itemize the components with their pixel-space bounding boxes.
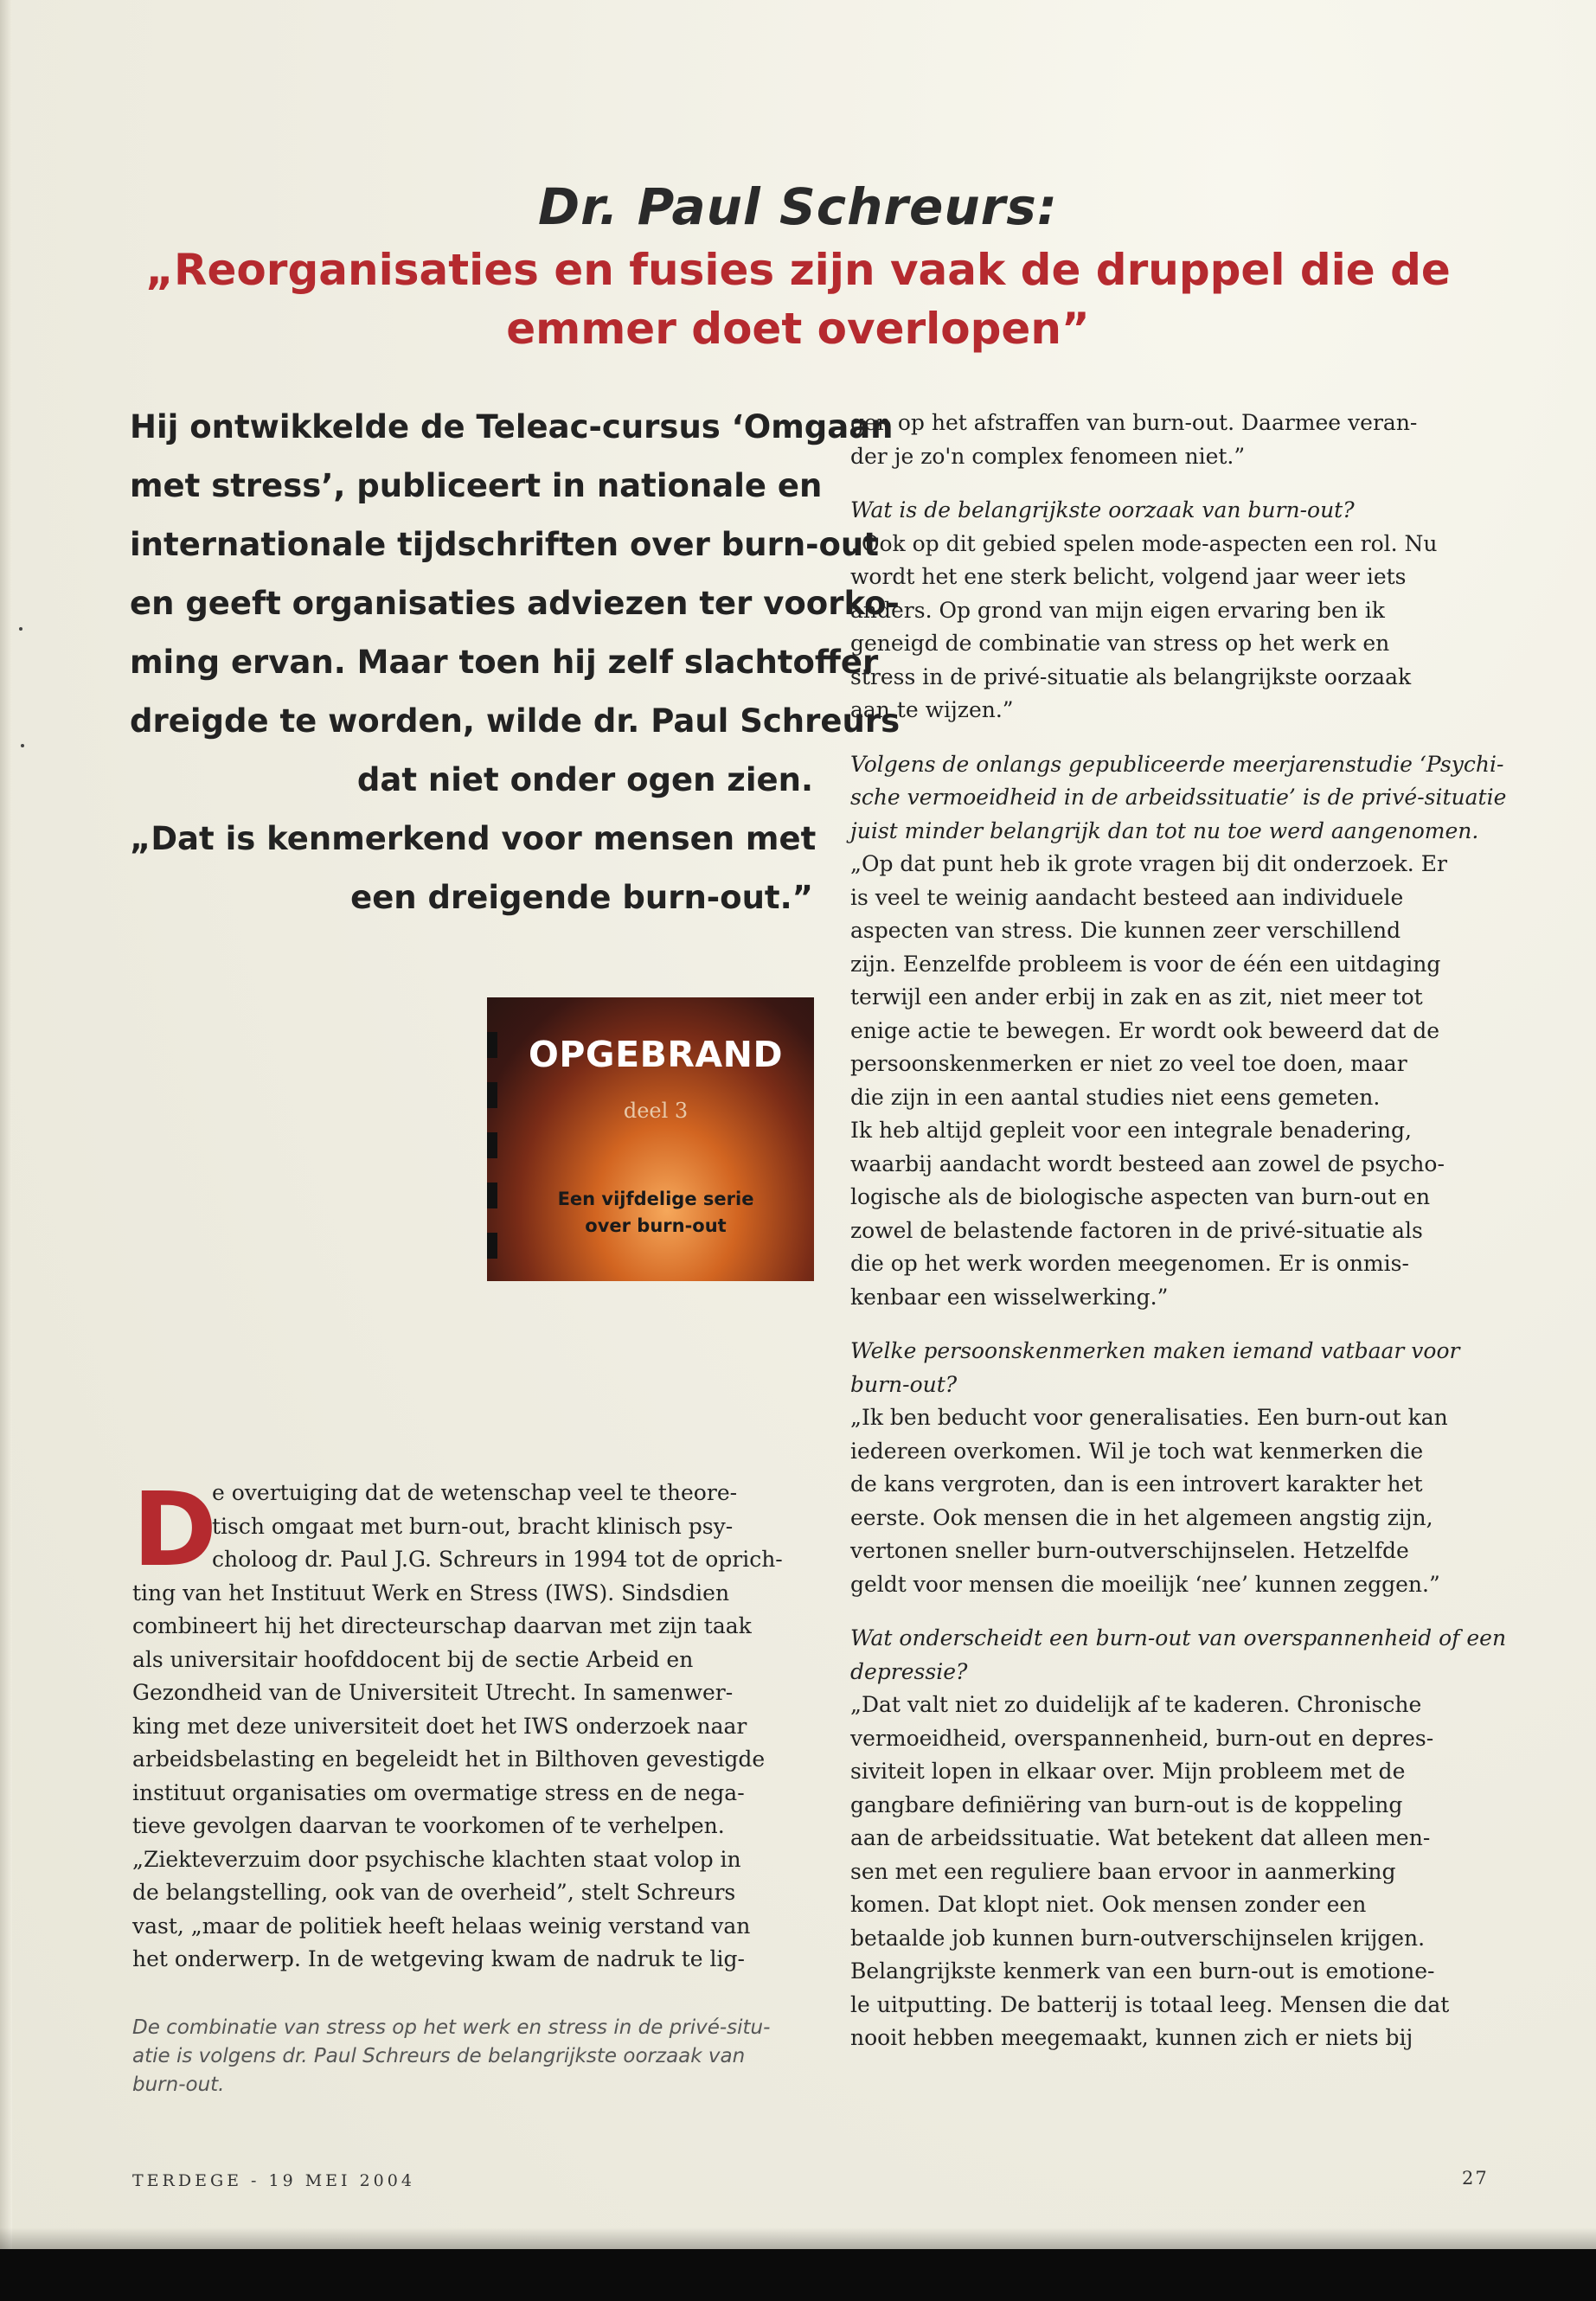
text-line: is veel te weinig aandacht besteed aan individuele — [850, 884, 1404, 910]
text-line: komen. Dat klopt niet. Ook mensen zonder een — [850, 1892, 1367, 1917]
text-line: king met deze universiteit doet het IWS onderzoek naar — [132, 1713, 747, 1739]
paragraph-gap — [850, 1601, 1495, 1622]
text-line: aan de arbeidssituatie. Wat betekent dat alleen men- — [850, 1825, 1431, 1850]
page-edge-shadow — [0, 0, 12, 2301]
text-line: sche vermoeidheid in de arbeidssituatie’ is de privé-situatie — [850, 785, 1507, 810]
intro-line: met stress’, publiceert in nationale en — [130, 467, 823, 504]
drop-cap: D — [132, 1470, 217, 1589]
article-column-left — [132, 1470, 816, 1977]
text-line: iedereen overkomen. Wil je toch wat kenmerken die — [850, 1438, 1424, 1464]
text-line: le uitputting. De batterij is totaal leeg. Mensen die dat — [850, 1991, 1450, 2017]
article-column-right — [850, 407, 1507, 2055]
text-line: Wat is de belangrijkste oorzaak van burn-out? — [850, 497, 1355, 522]
intro-lead — [130, 398, 901, 927]
text-line: combineert hij het directeurschap daarvan met zijn taak — [132, 1613, 752, 1638]
series-caption-line: Een vijfdelige serie — [557, 1189, 754, 1209]
cover-tab — [487, 1032, 497, 1058]
headline-line-1: „Reorganisaties en fusies zijn vaak de druppel die de — [145, 245, 1451, 295]
text-line: terwijl een ander erbij in zak en as zit, niet meer tot — [850, 984, 1423, 1009]
text-line: burn-out? — [850, 1371, 958, 1397]
text-line: nooit hebben meegemaakt, kunnen zich er niets bij — [850, 2025, 1413, 2050]
text-line: anders. Op grond van mijn eigen ervaring ben ik — [850, 597, 1385, 623]
text-line: vast, „maar de politiek heeft helaas weinig verstand van — [132, 1913, 751, 1939]
text-line: de kans vergroten, dan is een introvert karakter het — [850, 1471, 1423, 1497]
text-line: geneigd de combinatie van stress op het werk en — [850, 631, 1390, 656]
footer-publication: TERDEGE - 19 MEI 2004 — [132, 2171, 415, 2190]
text-line: logische als de biologische aspecten van burn-out en — [850, 1184, 1431, 1209]
text-line: instituut organisaties om overmatige stress en de nega- — [132, 1779, 745, 1805]
print-speck — [19, 627, 22, 631]
cover-tab — [487, 1132, 497, 1158]
text-line: het onderwerp. In de wetgeving kwam de nadruk te lig- — [132, 1946, 745, 1971]
text-line: vermoeidheid, overspannenheid, burn-out en depres- — [850, 1725, 1434, 1751]
caption-line: De combinatie van stress op het werk en stress in de privé-situ- — [132, 2016, 771, 2039]
series-caption-line: over burn-out — [585, 1215, 727, 1236]
text-line: geldt voor mensen die moeilijk ‘nee’ kunnen zeggen.” — [850, 1571, 1440, 1597]
series-part: deel 3 — [623, 1099, 689, 1123]
headline-line-2: emmer doet overlopen” — [506, 304, 1090, 354]
intro-line: dreigde te worden, wilde dr. Paul Schreurs — [130, 702, 901, 740]
paragraph-gap — [850, 1314, 1495, 1335]
text-line: persoonskenmerken er niet zo veel toe doen, maar — [850, 1051, 1407, 1076]
text-line: „Dat valt niet zo duidelijk af te kaderen. Chronische — [850, 1692, 1422, 1717]
text-line: sen met een reguliere baan ervoor in aanmerking — [850, 1858, 1396, 1884]
text-line: zijn. Eenzelfde probleem is voor de één een uitdaging — [850, 951, 1441, 977]
text-line: kenbaar een wisselwerking.” — [850, 1284, 1169, 1310]
cover-tab — [487, 1183, 497, 1208]
text-line: als universitair hoofddocent bij de sectie Arbeid en — [132, 1646, 694, 1672]
text-line: tisch omgaat met burn-out, bracht klinisch psy- — [212, 1513, 734, 1539]
text-line: enige actie te bewegen. Er wordt ook beweerd dat de — [850, 1017, 1440, 1043]
intro-line: en geeft organisaties adviezen ter voorko- — [130, 585, 900, 622]
text-line: tieve gevolgen daarvan te voorkomen of te verhelpen. — [132, 1813, 725, 1838]
text-line: aan te wijzen.” — [850, 697, 1014, 722]
text-line: arbeidsbelasting en begeleidt het in Bilthoven gevestigde — [132, 1747, 766, 1772]
text-line: juist minder belangrijk dan tot nu toe werd aangenomen. — [850, 817, 1479, 843]
text-line: „Op dat punt heb ik grote vragen bij dit onderzoek. Er — [850, 851, 1447, 876]
text-line: die zijn in een aantal studies niet eens gemeten. — [850, 1084, 1381, 1110]
text-line: zowel de belastende factoren in de privé-situatie als — [850, 1217, 1423, 1243]
text-line: der je zo'n complex fenomeen niet.” — [850, 443, 1246, 469]
text-line: siviteit lopen in elkaar over. Mijn probleem met de — [850, 1759, 1406, 1784]
cover-tab — [487, 1233, 497, 1259]
text-line: stress in de privé-situatie als belangrijkste oorzaak — [850, 663, 1412, 689]
text-line: „Ik ben beducht voor generalisaties. Een burn-out kan — [850, 1405, 1448, 1430]
text-line: gen op het afstraffen van burn-out. Daarmee veran- — [850, 410, 1418, 435]
text-line: die op het werk worden meegenomen. Er is onmis- — [850, 1251, 1409, 1276]
text-line: Gezondheid van de Universiteit Utrecht. In samenwer- — [132, 1680, 734, 1705]
page-fold-shadow — [0, 2227, 1596, 2249]
headline-quote — [121, 240, 1475, 358]
text-line: de belangstelling, ook van de overheid”, stelt Schreurs — [132, 1880, 736, 1905]
text-line: Volgens de onlangs gepubliceerde meerjarenstudie ‘Psychi- — [850, 751, 1504, 777]
series-title: OPGEBRAND — [529, 1034, 783, 1075]
text-line: betaalde job kunnen burn-outverschijnselen krijgen. — [850, 1925, 1426, 1951]
interviewee-name: Dr. Paul Schreurs: — [537, 177, 1058, 236]
text-line: eerste. Ook mensen die in het algemeen angstig zijn, — [850, 1504, 1433, 1530]
text-line: gangbare definiëring van burn-out is de koppeling — [850, 1791, 1403, 1817]
intro-line: een dreigende burn-out.” — [350, 879, 813, 916]
text-line: aspecten van stress. Die kunnen zeer verschillend — [850, 918, 1401, 943]
text-line: „Ook op dit gebied spelen mode-aspecten een rol. Nu — [850, 530, 1438, 556]
scan-bottom-border — [0, 2249, 1596, 2301]
text-line: vertonen sneller burn-outverschijnselen. Hetzelfde — [850, 1538, 1409, 1563]
text-line: e overtuiging dat de wetenschap veel te theore- — [212, 1480, 738, 1505]
intro-line: Hij ontwikkelde de Teleac-cursus ‘Omgaan — [130, 408, 894, 445]
caption-line: atie is volgens dr. Paul Schreurs de belangrijkste oorzaak van — [132, 2045, 746, 2067]
paragraph-gap — [850, 473, 1495, 494]
intro-line: dat niet onder ogen zien. — [356, 761, 813, 798]
print-speck — [21, 744, 24, 747]
text-line: depressie? — [850, 1658, 968, 1684]
cover-tab — [487, 1082, 497, 1108]
series-caption — [497, 1186, 814, 1240]
text-line: Ik heb altijd gepleit voor een integrale benadering, — [850, 1118, 1412, 1143]
text-line: Welke persoonskenmerken maken iemand vatbaar voor — [850, 1338, 1460, 1363]
intro-line: internationale tijdschriften over burn-out — [130, 526, 879, 563]
intro-line: ming ervan. Maar toen hij zelf slachtoffer — [130, 644, 879, 681]
text-line: waarbij aandacht wordt besteed aan zowel de psycho- — [850, 1150, 1445, 1176]
intro-line: „Dat is kenmerkend voor mensen met — [130, 820, 817, 857]
caption-line: burn-out. — [132, 2073, 225, 2096]
text-line: Belangrijkste kenmerk van een burn-out is emotione- — [850, 1958, 1435, 1984]
photo-caption — [132, 2014, 816, 2099]
page-number: 27 — [1462, 2168, 1489, 2189]
text-line: ting van het Instituut Werk en Stress (IWS). Sindsdien — [132, 1580, 730, 1606]
paragraph-gap — [850, 727, 1495, 748]
text-line: choloog dr. Paul J.G. Schreurs in 1994 tot de oprich- — [212, 1547, 783, 1572]
series-cover-image — [487, 997, 814, 1281]
text-line: wordt het ene sterk belicht, volgend jaar weer iets — [850, 564, 1407, 589]
text-line: „Ziekteverzuim door psychische klachten staat volop in — [132, 1846, 741, 1872]
text-line: Wat onderscheidt een burn-out van overspannenheid of een — [850, 1625, 1507, 1650]
